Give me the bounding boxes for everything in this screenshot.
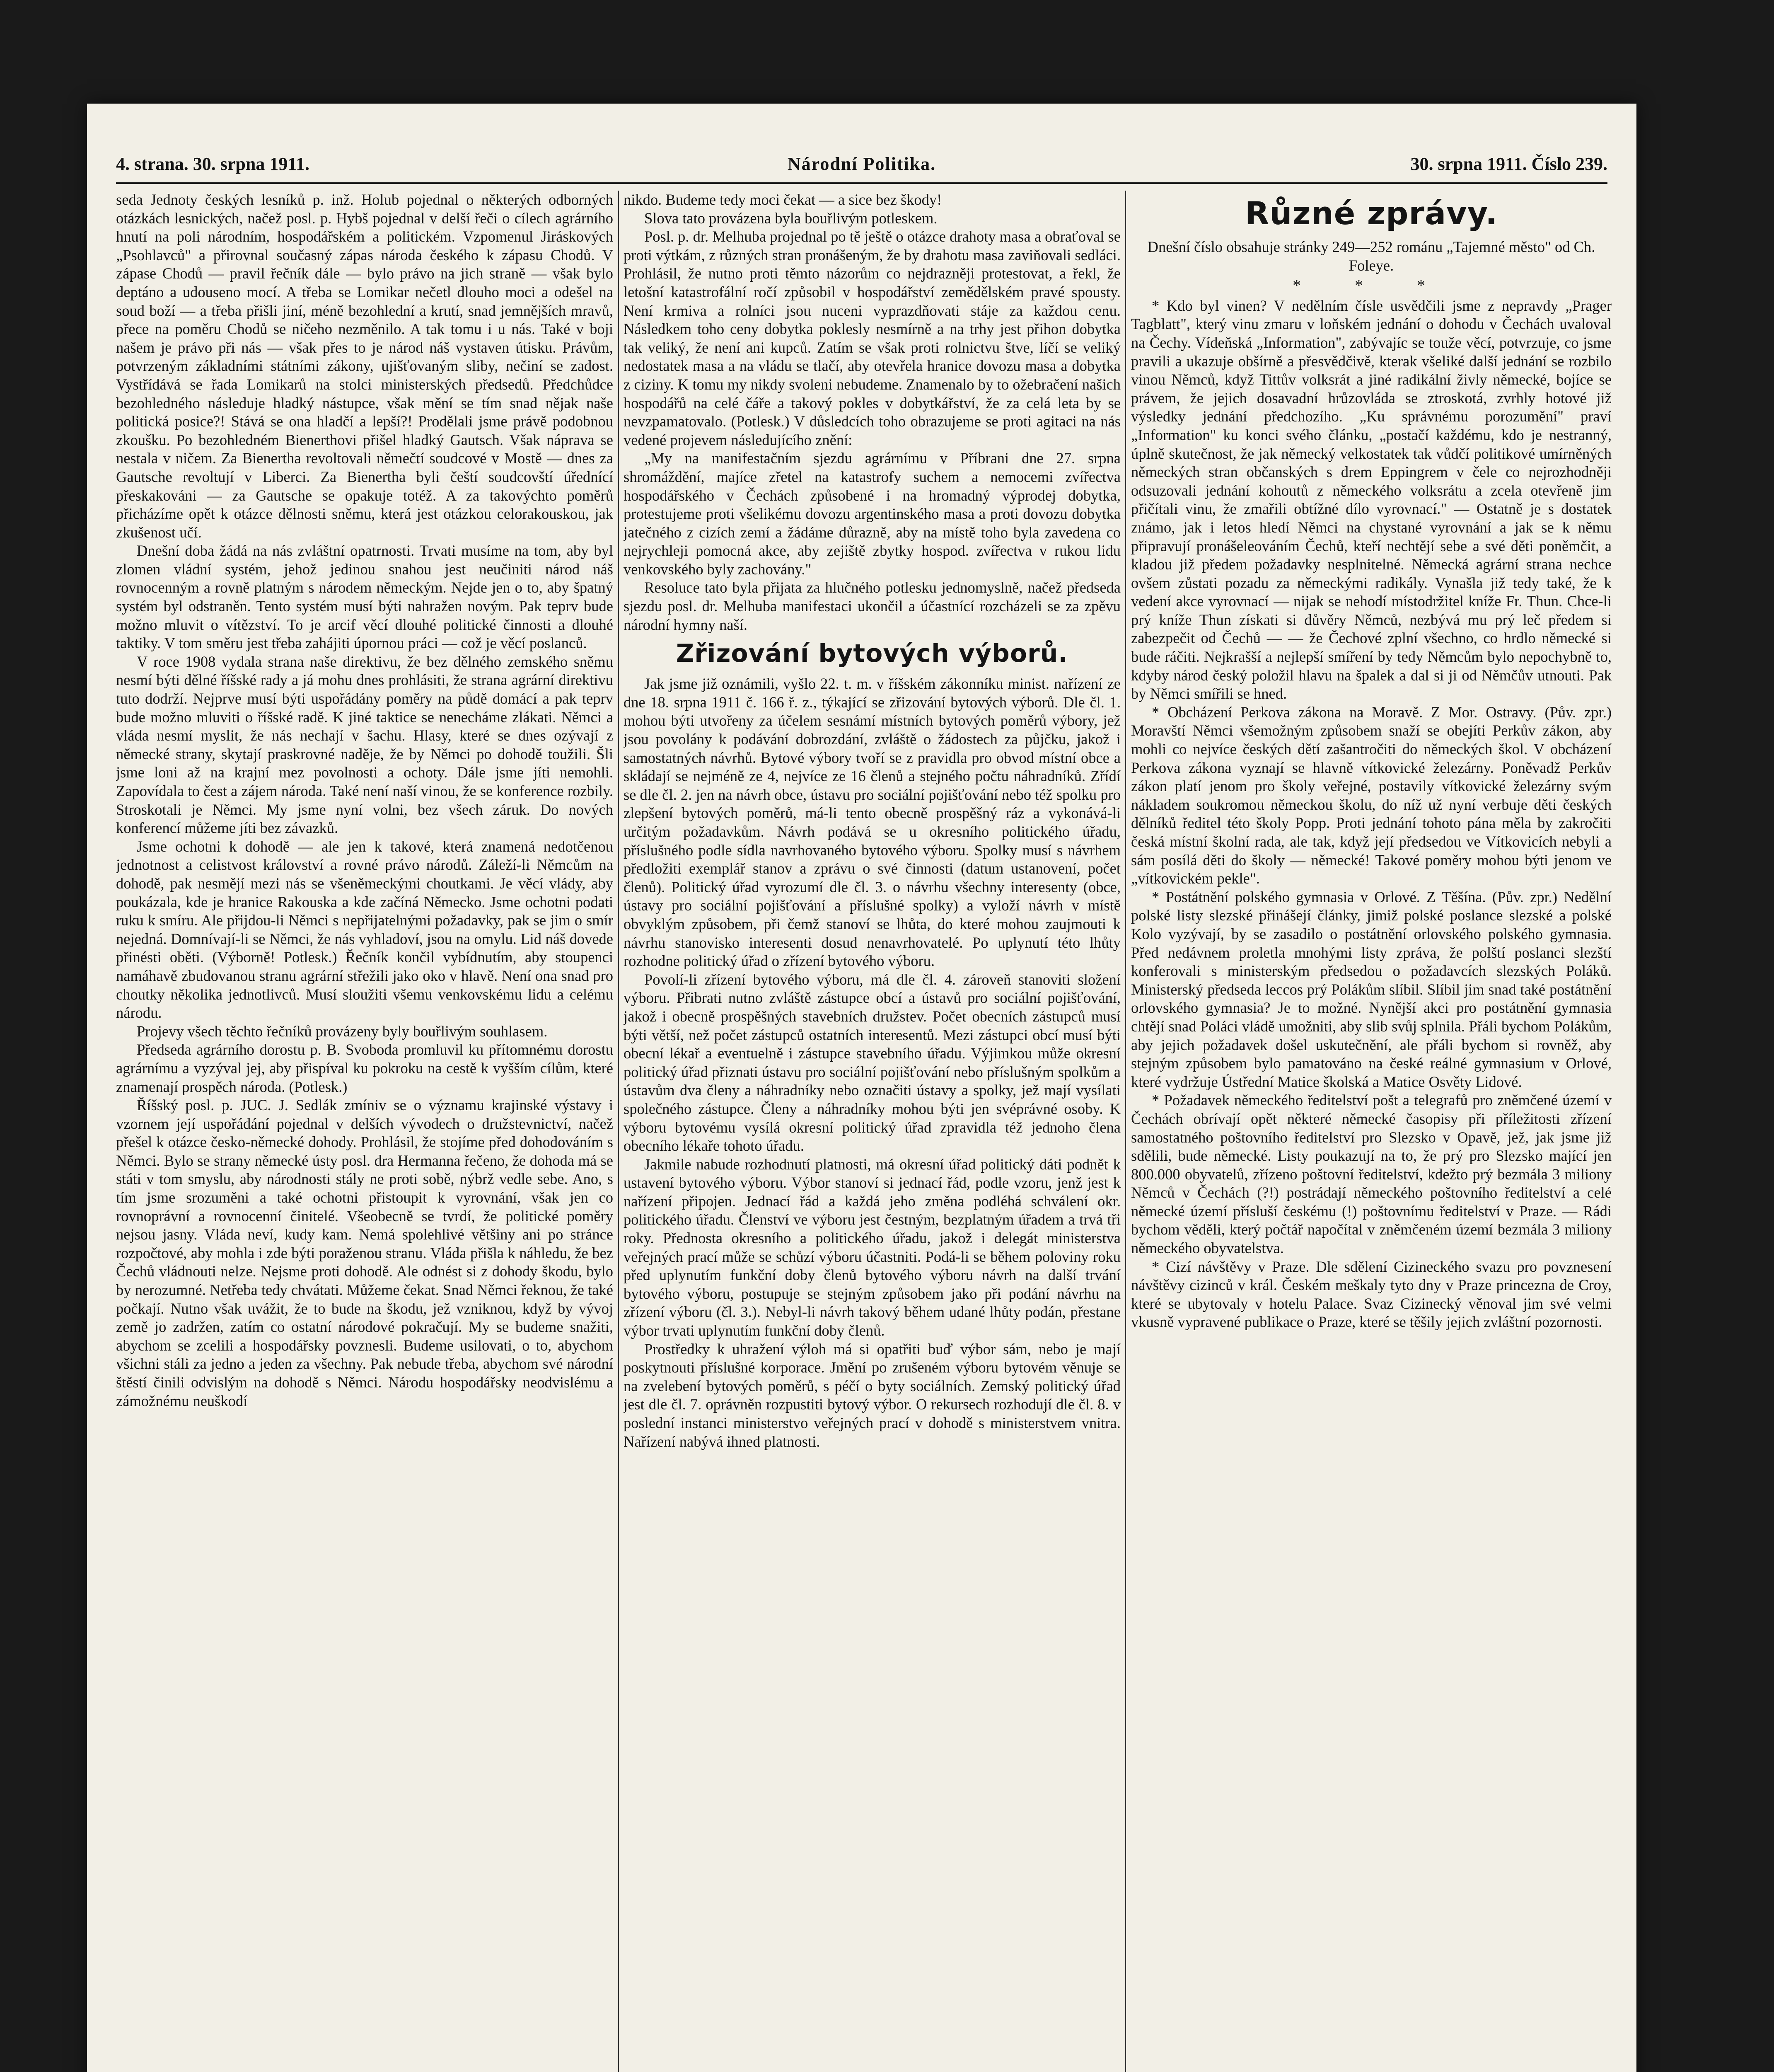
article-paragraph: Prostředky k uhražení výloh má si opatřiti buď výbor sám, nebo je mají poskytnouti příslušné korporace. Jmění po zrušeném výboru bytovém věnuje se na zvelebení bytových poměrů, s péčí o byty sociálních. Zemský politický úřad jest dle čl. 7. oprávněn rozpustiti bytový výbor. O rekursech rozhodují dle čl. 8. v poslední instanci ministerstvo veřejných prací v dohodě s ministerstvem vnitra. Nařízení nabývá ihned platnosti. <box>624 1340 1121 1450</box>
column-divider <box>1125 191 1126 2072</box>
column-3 <box>1131 191 1612 2072</box>
article-paragraph: Jak jsme již oznámili, vyšlo 22. t. m. v říšském zákonníku minist. nařízení ze dne 18. srpna 1911 č. 166 ř. z., týkající se zřizování bytových výborů. Dle čl. 1. mohou býti utvořeny za účelem sesnámí místních bytových poměrů výbory, jež jsou povolány k podávání dobrozdání, zvláště o žádostech za půjčku, jakož i samostatných návrhů. Bytové výbory tvoří se z pravidla pro obvod místní obce a skládají se nejméně ze 4, nejvíce ze 16 členů a stejného počtu náhradníků. Zřídí se dle čl. 2. jen na návrh obce, ústavu pro sociální pojišťování nebo též spolku pro zlepšení bytových poměrů, má-li tento obecně prospěšný ráz a vykonává-li určitým požadavkům. Návrh podává se u okresního politického úřadu, příslušného podle sídla navrhovaného bytového výboru. Spolky musí s návrhem předložiti exemplář stanov a zprávu o své činnosti (datum ustanovení, počet členů). Politický úřad vyrozumí dle čl. 3. o návrhu všechny interesenty (obce, ústavy pro sociální pojišťování a příslušné spolky) a vyloží návrh v místě obvyklým způsobem, při čemž stanoví se lhůta, do které mohou zaujmouti k návrhu stanovisko interesenti dosud nenavrhovatelé. Po uplynutí této lhůty rozhodne politický úřad o zřízení bytového výboru. <box>624 675 1121 970</box>
article-paragraph: Povolí-li zřízení bytového výboru, má dle čl. 4. zároveň stanoviti složení výboru. Přibrati nutno zvláště zástupce obcí a ústavů pro sociální pojišťování, jakož i obecně prospěšných stavebních družstev. Počet obecních zástupců musí býti větší, než počet zástupců ostatních interesentů. Mezi zástupci obcí musí býti obecní lékař a eventuelně i zástupce stavebního úřadu. Výjimkou může okresní politický úřad přiznati ústavu pro sociální pojišťování nebo příslušným spolkům a ústavům dva členy a náhradníky nebo označiti ústavy a spolky, jež mají vysílati společného zástupce. Členy a náhradníky mohou býti jen svéprávné osoby. K výboru bytovému vysílá okresní politický úřad zpravidla též jednoho člena obecního lékaře tohoto úřadu. <box>624 971 1121 1155</box>
news-item: * Obcházení Perkova zákona na Moravě. Z Mor. Ostravy. (Pův. zpr.) Moravští Němci všemožným způsobem snaží se obejíti Perkův zákon, aby mohli co nejvíce českých dětí zašantročiti do německých škol. V obcházení Perkova zákona vyznají se hlavně vítkovické železárny. Poněvadž Perkův zákon platí jenom pro školy veřejné, postavily vítkovické železárny svým nákladem soukromou německou školu, do níž už nyní verbuje děti českých dělníků ředitel této školy Popp. Proti jednání tohoto pána měla by zakročiti česká místní školní rada, ale tak, když její předsedou ve Vítkovicích nebyli a sám posílá děti do školy — německé! Takové poměry mohou býti jenom ve „vítkovickém pekle". <box>1131 703 1612 887</box>
header-left: 4. strana. 30. srpna 1911. <box>116 154 309 174</box>
newspaper-page <box>87 104 1636 2072</box>
article-paragraph: Slova tato provázena byla bouřlivým potleskem. <box>644 209 938 227</box>
masthead-title: Národní Politika. <box>787 154 936 174</box>
article-paragraph: V roce 1908 vydala strana naše direktivu, že bez dělného zemského sněmu nesmí býti dělné říšské rady a já mohu dnes prohlásiti, že strana agrární direktivu tuto dodrží. Nejprve musí býti uspořádány poměry na půdě domácí a pak teprv bude možno mluviti o říšské radě. K jiné taktice se nenecháme zlákati. Němci a vláda nesmí myslit, že nás nechají v šachu. Hlasy, které se dnes ozývají z německé strany, skytají praskrovné naděje, že by Němci po dohodě toužili. Šli jsme loni až na krajní mez povolnosti a ochoty. Dále jsme jíti nemohli. Zapovídala to čest a zájem národa. Také není naší vinou, že se konference rozbily. Stroskotali je Němci. My jsme nyní volni, bez všech záruk. Do nových konferencí můžeme jíti bez závazků. <box>116 653 613 837</box>
news-item: * Cizí návštěvy v Praze. Dle sdělení Cizineckého svazu pro povznesení návštěvy cizinců v král. Českém meškaly tyto dny v Praze princezna de Croy, které se ubytovaly v hotelu Palace. Svaz Cizinecký věnoval jim své velmi vkusně vypravené publikace o Praze, které se těšily jejich zvláštní pozornosti. <box>1131 1258 1612 1331</box>
article-paragraph: Dnešní doba žádá na nás zvláštní opatrnosti. Trvati musíme na tom, aby byl zlomen vládní systém, jehož jedinou snahou jest neučiniti národ náš rovnocenným a rovně platným s národem německým. Nejde jen o to, aby špatný systém byl odstraněn. Tento systém musí býti nahražen novým. Pak teprv bude možno mluvit o vítězství. To je arcif věcí dlouhé politické činnosti a dlouhé taktiky. V tom směru jest třeba zahájiti úpornou práci — což je věcí poslanců. <box>116 542 613 652</box>
news-item: * Postátnění polského gymnasia v Orlové. Z Těšína. (Pův. zpr.) Nedělní polské listy slezské přinášejí články, jimiž polské poslance slezské a polské Kolo vyzývají, by se zasadilo o postátnění orlovského polského gymnasia. Před nedávnem proletla mnohými listy zpráva, že polští poslanci slezští konferovali s ministerským předsedou o požadavcích slezských Poláků. Ministerský předseda leccos prý Polákům slíbil. Slíbil jim snad také postátnění orlovského gymnasia? Je to možné. Nynější akci pro postátnění gymnasia chtějí snad Poláci vládě umožniti, aby slib svůj splnila. Přáli bychom Polákům, aby jejich požadavek došel uskutečnění, ale přáli bychom si rovněž, aby stejným způsobem bylo pamatováno na české reálné gymnasium v Orlové, které vydržuje Ústřední Matice školská a Matice Osvěty Lidové. <box>1131 888 1612 1090</box>
news-item: * Požadavek německého ředitelství pošt a telegrafů pro zněmčené území v Čechách obrívají opět některé německé časopisy při příležitosti zřízení samostatného poštovního ředitelství pro Slezsko v Opavě, jež, jak jsme již sdělili, bude německé. Listy poukazují na to, že prý pro Slezsko mající jen 800.000 obyvatelů, zřízeno poštovní ředitelství, kdežto prý bezmála 3 miliony Němců v Čechách (?!) postrádají německého poštovního ředitelství a celé německé území přísluší českému (!) poštovnímu ředitelství v Praze. — Rádi bychom věděli, který počtář napočítal v zněmčeném území bezmála 3 miliony německého obyvatelstva. <box>1131 1092 1612 1257</box>
page-header <box>116 153 1607 178</box>
header-right: 30. srpna 1911. Číslo 239. <box>1410 154 1607 174</box>
article-paragraph: Resoluce tato byla přijata za hlučného potlesku jednomyslně, načež předseda sjezdu posl. dr. Melhuba manifestaci ukončil a účastnící rozcházeli se za zpěvu národní hymny naší. <box>624 579 1121 633</box>
novel-notice: Dnešní číslo obsahuje stránky 249—252 románu „Tajemné město" od Ch. Foleye. <box>1147 238 1595 274</box>
article-paragraph: nikdo. Budeme tedy moci čekat — a sice bez škody! <box>624 191 942 208</box>
article-paragraph: Říšský posl. p. JUC. J. Sedlák zmíniv se o významu krajinské výstavy i vzornem její uspořádání pojednal v delších vývodech o družstevnictví, načež přešel k otázce česko-německé dohody. Prohlásil, že stojíme před dohodováním s Němci. Bylo se strany německé ústy posl. dra Hermanna řečeno, že dohoda má se státi v tom smyslu, aby národnosti stály ne proti sobě, nýbrž vedle sebe. Ano, s tím jsme srozuměni a také ochotni přistoupit k vyrovnání, však jen co rovnoprávní a rovnocenní činitelé. Všeobecně se tvrdí, že politické poměry nejsou jasny. Vláda neví, kudy kam. Nemá spolehlivé většiny ani po stránce rozpočtové, aby mohla i zde býti poraženou stranu. Vláda přišla k náhledu, že bez Čechů vládnouti nelze. Nejsme proti dohodě. Ale odnést si z dohody škodu, bylo by nerozumné. Netřeba tedy chvátati. Můžeme čekat. Snad Němci řeknou, že také počkají. Nutno však uvážit, že to bude na škodu, jež vzniknou, když by vývoj země jo zadržen, zatím co ostatní národové pokračují. My se budeme snažiti, abychom se zcelili a hospodářsky povznesli. Budeme usilovati, o to, abychom všichni stáli za jedno a jeden za všechny. Pak nebude třeba, abychom své národní štěstí činili odvislým na dohodě s Němci. Národu hospodářsky neodvislému a zámožnému neuškodí <box>116 1097 613 1409</box>
article-paragraph: Jakmile nabude rozhodnutí platnosti, má okresní úřad politický dáti podnět k ustavení bytového výboru. Výbor stanoví si jednací řád, podle vzoru, jenž jest k nařízení připojen. Jednací řád a každá jeho změna podléhá schválení okr. politického úřadu. Členství ve výboru jest čestným, bezplatným úřadem a trvá tři roky. Přednosta okresního a politického úřadu, jakož i delegát ministerstva veřejných prací může se schůzí výboru účastniti. Podá-li se během poloviny roku před uplynutím funkční doby členů bytového výboru návrh na další trvání bytového výboru, postupuje se stejným způsobem jako při podání návrhu na zřízení výboru (čl. 3.). Nebyl-li návrh takový během udané lhůty podán, přestane výbor trvati uplynutím funkční doby členů. <box>624 1155 1121 1339</box>
column-1 <box>116 191 613 2072</box>
separator-stars: * * * <box>1293 276 1450 295</box>
article-paragraph: Předseda agrárního dorostu p. B. Svoboda promluvil ku přítomnému dorostu agrárnímu a vyzýval jej, aby přispíval ku pokroku na cestě k vyšším cílům, které znamenají prospěch národa. (Potlesk.) <box>116 1041 613 1095</box>
section-title-various-news: Různé zprávy. <box>1245 195 1498 232</box>
article-paragraph: Jsme ochotni k dohodě — ale jen k takové, která znamená nedotčenou jednotnost a celistvost království a rovné právo národů. Záleží-li Němcům na dohodě, pak nesmějí mezi nás se všeněmeckými choutkami. Je věcí vlády, aby poukázala, kde je hranice Rakouska a kde začíná Německo. Jsme ochotni podati ruku k smíru. Ale přijdou-li Němci s nepřijatelnými požadavky, pak se jim o smír nejedná. Domnívají-li se Němci, že nás vyhladoví, jsou na omylu. Lid náš dovede přinésti oběti. (Výborně! Potlesk.) Řečník končil vybídnutím, aby stoupenci namáhavě zbudovanou stranu agrární střežili jako oko v hlavě. Není ona snad pro choutky několika jednotlivců. Musí sloužiti všemu venkovskému lidu a celému národu. <box>116 838 613 1021</box>
article-paragraph: seda Jednoty českých lesníků p. inž. Holub pojednal o některých odborných otázkách lesnických, načež posl. p. Hybš pojednal v delší řeči o cílech agrárního hnutí na poli národním, hospodářském a politickém. Vzpomenul Jiráskových „Psohlavců" a přirovnal současný zápas národa českého k zápasu Chodů. V zápase Chodů — pravil řečník dále — bylo právo na jich straně — však bylo deptáno a udouseno mocí. A třeba se Lomikar nečetl dlouho moci a odešel na soud boží — a třeba přišli jiní, méně bezohlední a krutí, snad jemnějších mravů, přece na poměru Chodů se ničeho nezměnilo. A tak tomu i u nás. Také v boji našem je právo při nás — však přes to je národ náš vystaven útisku. Právům, potvrzeným základními státními zákony, ujišťovaným sliby, nečiní se zadost. Vystřídává se řada Lomikarů na stolci ministerských předsedů. Předchůdce bezohledného následuje hladký nástupce, však mění se tím snad nějak naše politická posice?! Stává se ona hladčí a lepší?! Prodělali jsme právě podobnou zkoušku. Po bezohledném Bienerthovi přišel hladký Gautsch. Však náprava se nestala v ničem. Za Bienertha revoltovali němečtí soudcové v Mostě — dnes za Gautsche revoltují v Liberci. Za Bienertha byli čeští soudcovští úřednící přeskakováni — za Gautsche se opakuje totéž. A za takovýchto poměrů přicházíme opět k otázce dělnosti sněmu, která jest otázkou celorakouskou, jak zkušenost učí. <box>116 191 613 541</box>
column-divider <box>618 191 619 2072</box>
article-paragraph: „My na manifestačním sjezdu agrárnímu v Příbrani dne 27. srpna shromáždění, majíce zřetel na katastrofy suchem a nemocemi zvířectva hospodářského v Čechách způsobené i na hromadný výprodej dobytka, protestujeme proti všelikému dovozu argentinského masa a proti dovozu dobytka jatečného z cizích zemí a žádáme důrazně, aby na místě toho byla zavedena co nejrychleji pomocná akce, aby zejiště zbytky hospod. zvířectva v rukou lidu venkovského byly zachovány." <box>624 450 1121 578</box>
section-title-housing-committees: Zřizování bytových výborů. <box>676 639 1068 668</box>
article-paragraph: Posl. p. dr. Melhuba projednal po tě ještě o otázce drahoty masa a obraťoval se proti výtkám, z různých stran pronášeným, že by drahotu masa zaviňovali sedláci. Prohlásil, že nutno proti těmto názorům co nejdrazněji protestovat, a řekl, že letošní katastrofální ročí způsobil v hospodářství zemědělském pravé spousty. Není krmiva a rolníci jsou nuceni vyprazdňovati stáje za každou cenu. Následkem toho ceny dobytka poklesly nesmírně a na trhy jest přihon dobytka tak veliký, že není ani kupců. Zatím se však proti rolnictvu štve, líčí se veliký nedostatek masa a na vládu se tlačí, aby otevřela hranice dovozu masa a dobytka z ciziny. K tomu my nikdy svoleni nebudeme. Znamenalo by to ožebračení našich hospodářů na celé čáře a takový pokles v dobytkářství, že za celá leta by se nevzpamatovalo. (Potlesk.) V důsledcích toho obrazujeme se proti agitaci na nás vedené projevem následujícího znění: <box>624 228 1121 448</box>
news-item: * Kdo byl vinen? V nedělním čísle usvědčili jsme z nepravdy „Prager Tagblatt", který vinu zmaru v loňském jednání o dohodu v Čechách uvaloval na Čechy. Vídeňská „Information", zabývajíc se touže věcí, potvrzuje, co jsme pravili a ukazuje obšírně a přesvědčivě, kterak všeliké další jednání se rozbilo vinou Němců, když Tittův volksrát a jiné radikální živly německé, bojíce se právem, že jejich dosavadní hrůzovláda se ztroskotá, zvrhly hotové již výsledky jednání předchozího. „Ku správnému porozumění" praví „Information" ku konci svého článku, „postačí každému, kdo je nestranný, úplně skutečnost, že jak německý velkostatek tak vůdčí politikové umírněných německých stran občanských s drem Eppingrem v čele co nejrozhodněji odsuzovali jednání kohoutů z německého volksrátu a zcela otevřeně jim přičítali vinu, že zmařili obtížné dílo vyrovnací." — Ostatně je s dostatek známo, jak i letos hledí Němci na chystané vyrovnání a jak se k němu připravují pronášeleováním Čechů, kteří nechtějí sebe a své děti poněmčit, a kladou již předem požadavky nesplnitelné. Německá agrární strana nechce ovšem zůstati pozadu za německými radikály. Vynašla již tedy také, že k vedení akce vyrovnací — nijak se nehodí místodržitel kníže Fr. Thun. Chce-li prý kníže Thun získati si důvěry Němců, nezbývá mu prý leč předem si zabezpečit od Čechů — — že Čechové zplní všechno, co hrdlo německé si bude ráčiti. Nejkrašší a nejlepší smíření by tedy Němcům bylo nepochybně to, kdyby národ český položil hlavu na špalek a dal si ji od Němčův utnouti. Pak by Němci smířili se hned. <box>1131 297 1612 702</box>
header-rule <box>116 182 1607 184</box>
column-2 <box>624 191 1121 2072</box>
article-paragraph: Projevy všech těchto řečníků provázeny byly bouřlivým souhlasem. <box>137 1022 548 1040</box>
